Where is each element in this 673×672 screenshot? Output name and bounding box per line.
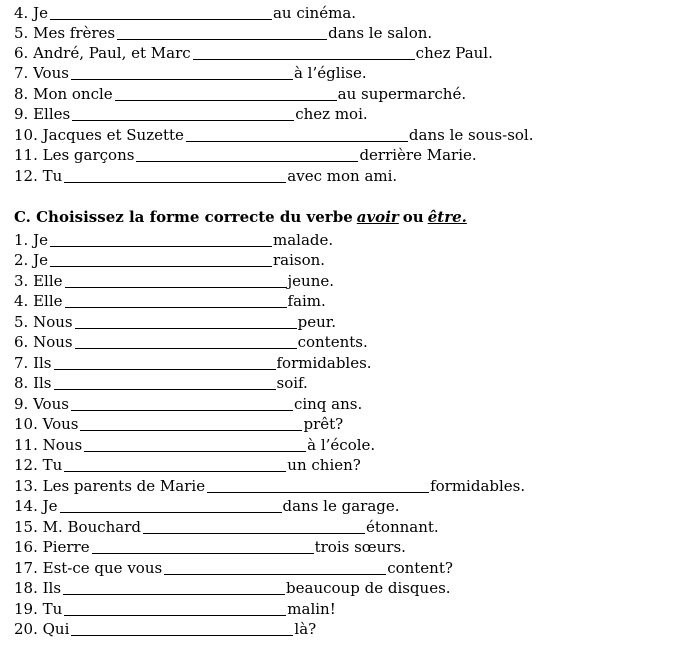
exercise-b-item-12 xyxy=(14,165,397,185)
item-suffix: formidables. xyxy=(430,477,526,495)
item-suffix: au cinéma. xyxy=(272,4,357,22)
item-prefix: 13. Les parents de Marie xyxy=(14,477,206,495)
exercise-b-item-5 xyxy=(14,22,432,42)
answer-blank[interactable] xyxy=(207,478,429,493)
answer-blank[interactable] xyxy=(164,560,386,575)
exercise-b-item-8 xyxy=(14,83,466,103)
item-suffix: à l’église. xyxy=(293,64,367,82)
exercise-c-item-2 xyxy=(14,249,325,269)
item-suffix: raison. xyxy=(272,251,326,269)
answer-blank[interactable] xyxy=(65,273,287,288)
exercise-c-item-14 xyxy=(14,495,400,515)
answer-blank[interactable] xyxy=(75,314,297,329)
item-suffix: beaucoup de disques. xyxy=(286,579,451,597)
answer-blank[interactable] xyxy=(71,621,293,636)
exercise-b-item-6 xyxy=(14,42,493,62)
item-prefix: 15. M. Bouchard xyxy=(14,518,142,536)
item-prefix: 6. Nous xyxy=(14,333,73,351)
item-prefix: 9. Elles xyxy=(14,105,71,123)
item-prefix: 3. Elle xyxy=(14,272,63,290)
item-prefix: 5. Nous xyxy=(14,313,73,331)
item-suffix: étonnant. xyxy=(366,518,439,536)
item-suffix: contents. xyxy=(297,333,368,351)
exercise-c-item-18 xyxy=(14,577,451,597)
exercise-c-item-19 xyxy=(14,598,336,618)
exercise-b-item-7 xyxy=(14,62,367,82)
answer-blank[interactable] xyxy=(92,539,314,554)
item-prefix: 9. Vous xyxy=(14,395,69,413)
item-suffix: là? xyxy=(294,620,317,638)
exercise-c-item-5 xyxy=(14,311,336,331)
item-prefix: 4. Elle xyxy=(14,292,63,310)
item-prefix: 2. Je xyxy=(14,251,48,269)
heading-conjunction: ou xyxy=(402,208,424,226)
exercise-b-item-11 xyxy=(14,144,477,164)
item-suffix: malade. xyxy=(272,231,334,249)
item-suffix: formidables. xyxy=(276,354,372,372)
answer-blank[interactable] xyxy=(75,334,297,349)
item-prefix: 1. Je xyxy=(14,231,48,249)
item-prefix: 5. Mes frères xyxy=(14,24,116,42)
answer-blank[interactable] xyxy=(80,416,302,431)
answer-blank[interactable] xyxy=(50,5,272,20)
item-suffix: dans le garage. xyxy=(282,497,400,515)
exercise-c-item-10 xyxy=(14,413,343,433)
answer-blank[interactable] xyxy=(54,375,276,390)
item-prefix: 6. André, Paul, et Marc xyxy=(14,44,191,62)
item-suffix: au supermarché. xyxy=(337,85,467,103)
verb-avoir: avoir xyxy=(356,208,399,226)
exercise-c-item-20 xyxy=(14,618,316,638)
item-suffix: prêt? xyxy=(303,415,344,433)
item-prefix: 7. Ils xyxy=(14,354,52,372)
answer-blank[interactable] xyxy=(65,293,287,308)
item-prefix: 20. Qui xyxy=(14,620,70,638)
exercise-b-item-4 xyxy=(14,2,356,22)
item-prefix: 12. Tu xyxy=(14,167,63,185)
item-prefix: 19. Tu xyxy=(14,600,63,618)
verb-etre: être. xyxy=(427,208,467,226)
item-suffix: malin! xyxy=(287,600,336,618)
item-prefix: 12. Tu xyxy=(14,456,63,474)
answer-blank[interactable] xyxy=(64,168,286,183)
answer-blank[interactable] xyxy=(64,601,286,616)
answer-blank[interactable] xyxy=(71,396,293,411)
answer-blank[interactable] xyxy=(64,457,286,472)
answer-blank[interactable] xyxy=(63,580,285,595)
item-suffix: content? xyxy=(387,559,453,577)
item-prefix: 8. Ils xyxy=(14,374,52,392)
answer-blank[interactable] xyxy=(84,437,306,452)
answer-blank[interactable] xyxy=(136,147,358,162)
item-prefix: 18. Ils xyxy=(14,579,62,597)
item-prefix: 4. Je xyxy=(14,4,48,22)
exercise-c-item-6 xyxy=(14,331,368,351)
item-suffix: derrière Marie. xyxy=(359,146,477,164)
item-prefix: 17. Est-ce que vous xyxy=(14,559,163,577)
exercise-c-item-16 xyxy=(14,536,406,556)
answer-blank[interactable] xyxy=(72,106,294,121)
exercise-c-item-11 xyxy=(14,434,375,454)
answer-blank[interactable] xyxy=(50,252,272,267)
item-suffix: faim. xyxy=(287,292,326,310)
item-suffix: dans le sous-sol. xyxy=(408,126,534,144)
exercise-c-item-12 xyxy=(14,454,361,474)
exercise-c-item-15 xyxy=(14,516,439,536)
item-suffix: un chien? xyxy=(287,456,361,474)
exercise-b-item-10 xyxy=(14,124,534,144)
answer-blank[interactable] xyxy=(50,232,272,247)
heading-text: C. Choisissez la forme correcte du verbe xyxy=(14,208,353,226)
item-prefix: 11. Nous xyxy=(14,436,83,454)
item-suffix: à l’école. xyxy=(307,436,376,454)
item-prefix: 7. Vous xyxy=(14,64,69,82)
item-prefix: 10. Vous xyxy=(14,415,79,433)
exercise-c-item-13 xyxy=(14,475,525,495)
item-suffix: soif. xyxy=(276,374,308,392)
exercise-c-item-3 xyxy=(14,270,334,290)
exercise-c-item-1 xyxy=(14,229,333,249)
exercise-c-item-4 xyxy=(14,290,326,310)
exercise-b-item-9 xyxy=(14,103,368,123)
item-prefix: 16. Pierre xyxy=(14,538,90,556)
section-c-heading xyxy=(14,206,471,226)
answer-blank[interactable] xyxy=(193,45,415,60)
item-prefix: 14. Je xyxy=(14,497,58,515)
exercise-c-item-9 xyxy=(14,393,362,413)
exercise-c-item-7 xyxy=(14,352,372,372)
item-suffix: dans le salon. xyxy=(328,24,433,42)
item-suffix: cinq ans. xyxy=(293,395,363,413)
answer-blank[interactable] xyxy=(117,25,327,40)
item-prefix: 8. Mon oncle xyxy=(14,85,113,103)
item-suffix: jeune. xyxy=(287,272,335,290)
item-prefix: 11. Les garçons xyxy=(14,146,135,164)
answer-blank[interactable] xyxy=(143,519,365,534)
exercise-c-item-17 xyxy=(14,557,453,577)
answer-blank[interactable] xyxy=(60,498,282,513)
item-suffix: chez moi. xyxy=(295,105,368,123)
item-suffix: avec mon ami. xyxy=(287,167,398,185)
item-suffix: trois sœurs. xyxy=(314,538,406,556)
answer-blank[interactable] xyxy=(186,127,408,142)
item-suffix: chez Paul. xyxy=(415,44,493,62)
item-suffix: peur. xyxy=(297,313,337,331)
answer-blank[interactable] xyxy=(71,65,293,80)
answer-blank[interactable] xyxy=(54,355,276,370)
answer-blank[interactable] xyxy=(115,86,337,101)
exercise-c-item-8 xyxy=(14,372,308,392)
item-prefix: 10. Jacques et Suzette xyxy=(14,126,184,144)
